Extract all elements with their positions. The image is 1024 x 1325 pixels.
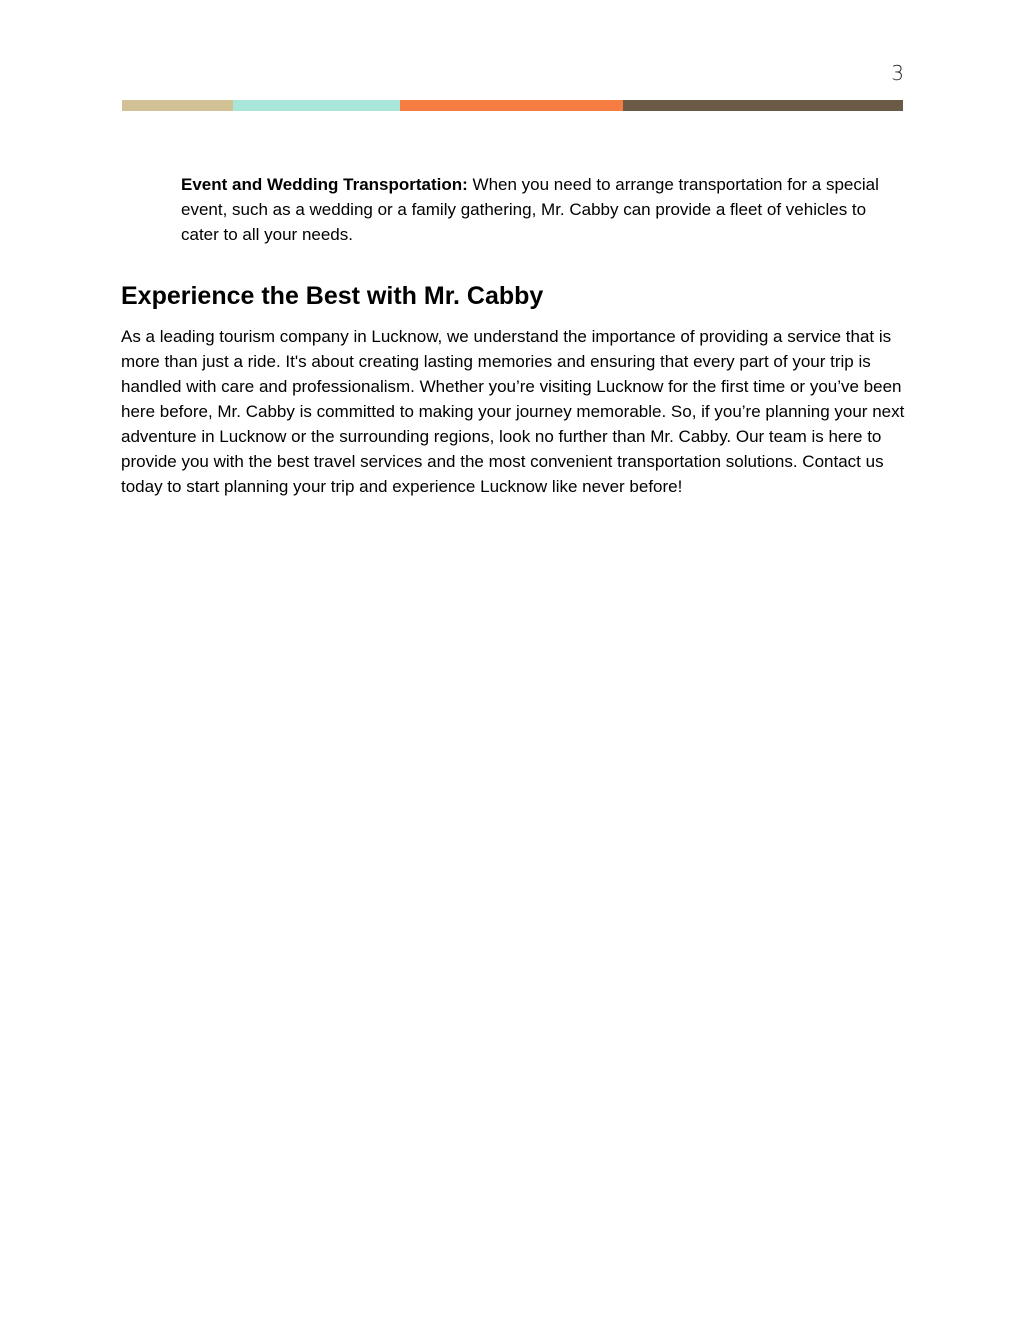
color-bar-segment-brown <box>623 100 903 111</box>
color-bar-segment-tan <box>122 100 233 111</box>
header-color-bar <box>122 100 903 111</box>
list-item-label: Event and Wedding Transportation: <box>181 175 468 194</box>
section-heading: Experience the Best with Mr. Cabby <box>121 282 544 310</box>
list-item-event-wedding <box>181 172 906 247</box>
page-number: 3 <box>891 61 904 85</box>
color-bar-segment-orange <box>400 100 623 111</box>
section-paragraph: As a leading tourism company in Lucknow, we understand the importance of providing a service that is more than just a ride. It's about creating lasting memories and ensuring that every part of your trip is handled with care and professionalism. Whether you’re visiting Lucknow for the first time or you’ve been here before, Mr. Cabby is committed to making your journey memorable. So, if you’re planning your next adventure in Lucknow or the surrounding regions, look no further than Mr. Cabby. Our team is here to provide you with the best travel services and the most convenient transportation solutions. Contact us today to start planning your trip and experience Lucknow like never before! <box>121 327 905 496</box>
list-item-text: When you need to arrange transportation for a special event, such as a wedding or a family gathering, Mr. Cabby can provide a fleet of vehicles to cater to all your needs. <box>181 175 879 244</box>
color-bar-segment-aqua <box>233 100 400 111</box>
